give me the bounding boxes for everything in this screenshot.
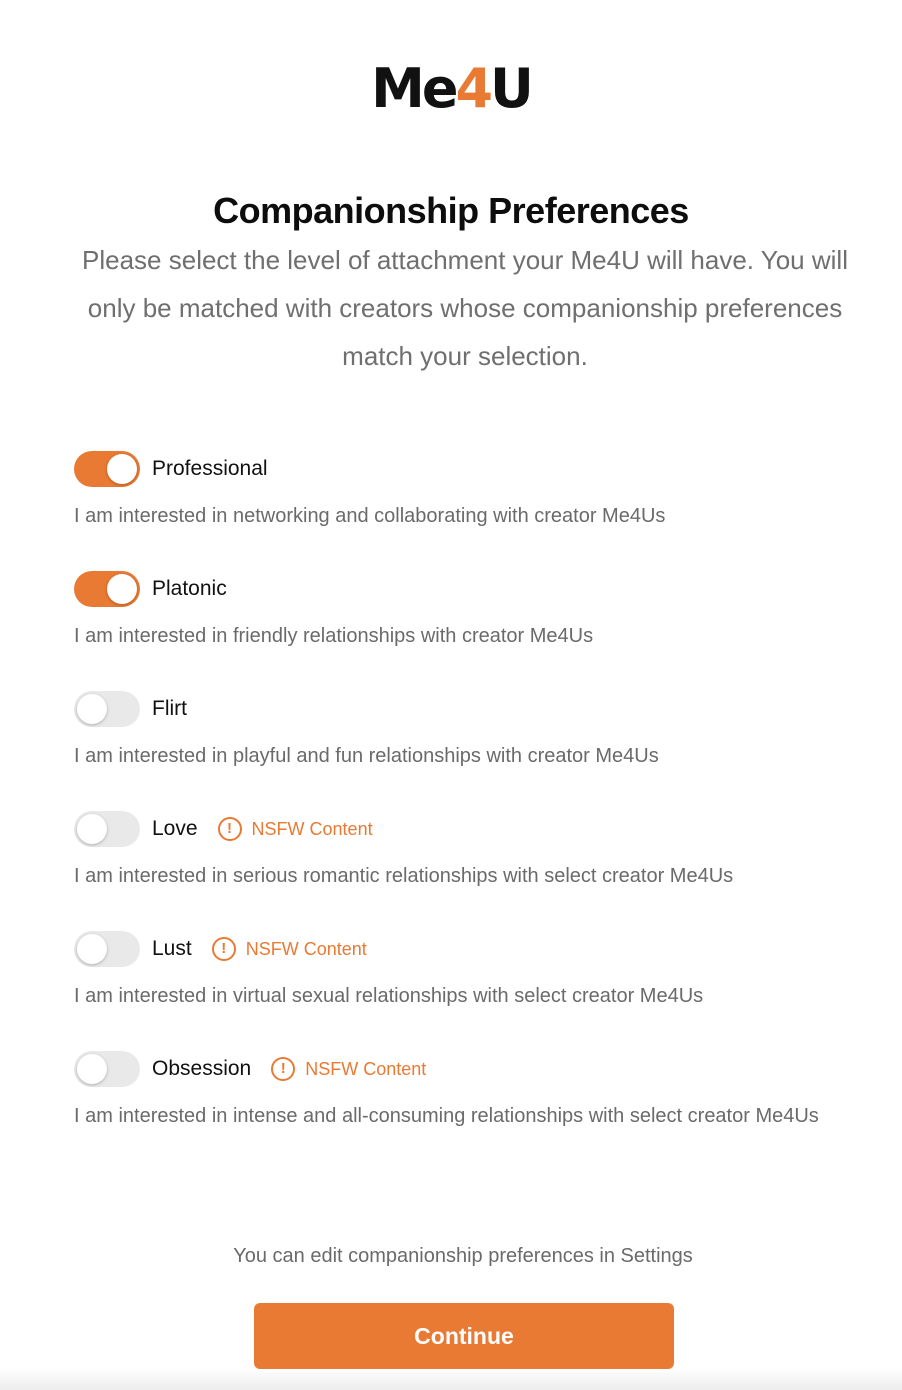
page-title: Companionship Preferences <box>213 190 689 231</box>
option-description-flirt: I am interested in playful and fun relationships with creator Me4Us <box>74 745 659 767</box>
option-label-love: Love <box>152 817 198 840</box>
nsfw-badge <box>212 937 367 961</box>
nsfw-badge-label: NSFW Content <box>305 1058 427 1079</box>
option-description-professional: I am interested in networking and collaborating with creator Me4Us <box>74 505 666 527</box>
nsfw-badge <box>271 1057 426 1081</box>
option-description-obsession: I am interested in intense and all-consuming relationships with select creator Me4Us <box>74 1105 819 1127</box>
option-description-lust: I am interested in virtual sexual relationships with select creator Me4Us <box>74 985 704 1007</box>
nsfw-badge <box>218 817 373 841</box>
option-platonic <box>74 570 854 654</box>
nsfw-badge-label: NSFW Content <box>251 818 373 839</box>
option-professional <box>74 450 854 534</box>
option-label-platonic: Platonic <box>152 577 227 600</box>
option-flirt <box>74 690 854 774</box>
toggle-love[interactable] <box>74 811 140 847</box>
exclamation-circle-icon: ! <box>271 1057 295 1081</box>
toggle-obsession[interactable] <box>74 1051 140 1087</box>
logo-prefix: Me <box>371 57 456 120</box>
toggle-professional[interactable] <box>74 451 140 487</box>
option-label-obsession: Obsession <box>152 1057 252 1080</box>
toggle-flirt[interactable] <box>74 691 140 727</box>
toggle-knob <box>107 574 137 604</box>
page-subtitle: Please select the level of attachment your Me4U will have. You will only be matched with creators whose companionship preferences match your selection. <box>82 245 848 371</box>
toggle-platonic[interactable] <box>74 571 140 607</box>
toggle-knob <box>77 934 107 964</box>
toggle-knob <box>77 694 107 724</box>
logo-accent: 4 <box>455 57 491 120</box>
option-label-professional: Professional <box>152 457 268 480</box>
exclamation-circle-icon: ! <box>212 937 236 961</box>
bottom-fade <box>0 1368 902 1390</box>
option-description-love: I am interested in serious romantic relationships with select creator Me4Us <box>74 865 734 887</box>
me4u-logo <box>0 58 902 120</box>
option-label-lust: Lust <box>152 937 192 960</box>
toggle-knob <box>77 1054 107 1084</box>
nsfw-badge-label: NSFW Content <box>245 938 367 959</box>
option-label-flirt: Flirt <box>152 697 187 720</box>
toggle-knob <box>77 814 107 844</box>
logo-suffix: U <box>490 57 531 120</box>
settings-note: You can edit companionship preferences in Settings <box>233 1245 693 1267</box>
option-love <box>74 810 854 894</box>
option-obsession <box>74 1050 854 1134</box>
toggle-lust[interactable] <box>74 931 140 967</box>
option-description-platonic: I am interested in friendly relationships with creator Me4Us <box>74 625 594 647</box>
exclamation-circle-icon: ! <box>218 817 242 841</box>
option-lust <box>74 930 854 1014</box>
continue-button[interactable]: Continue <box>254 1303 674 1369</box>
toggle-knob <box>107 454 137 484</box>
preference-options <box>74 450 854 1170</box>
